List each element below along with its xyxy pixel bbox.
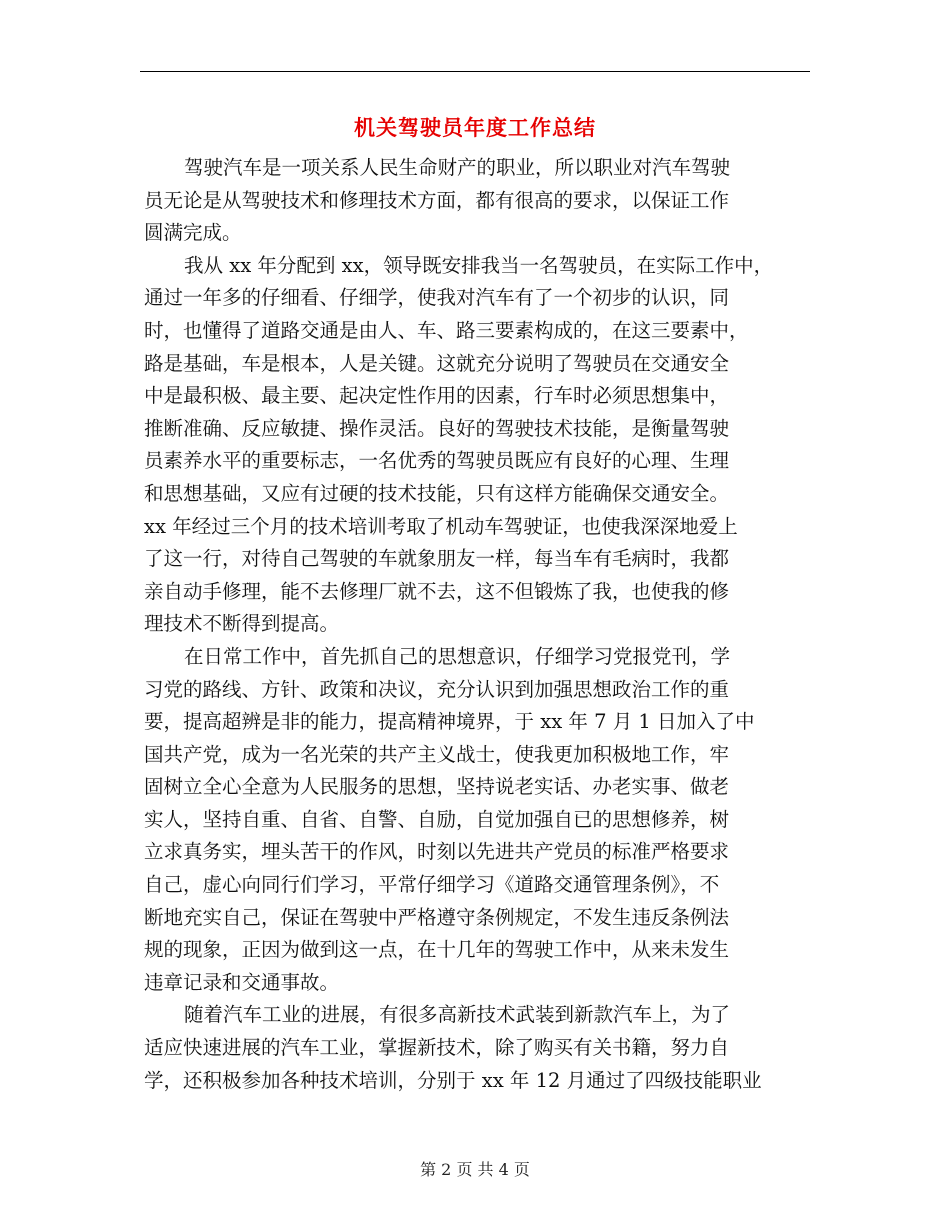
body-line: 实人，坚持自重、自省、自警、自励，自觉加强自已的思想修养，树 (144, 807, 730, 831)
body-line: 适应快速进展的汽车工业，掌握新技术，除了购买有关书籍，努力自 (144, 1036, 730, 1060)
body-line: 违章记录和交通事故。 (144, 970, 340, 994)
body-line: 驾驶汽车是一项关系人民生命财产的职业，所以职业对汽车驾驶 (184, 156, 731, 179)
body-line: 时，也懂得了道路交通是由人、车、路三要素构成的，在这三要素中， (144, 318, 749, 342)
body-line: xx 年经过三个月的技术培训考取了机动车驾驶证，也使我深深地爱上 (144, 514, 738, 538)
document-body (144, 152, 810, 1097)
body-line: 员素养水平的重要标志，一名优秀的驾驶员既应有良好的心理、生理 (144, 449, 730, 473)
body-line: 固树立全心全意为人民服务的思想，坚持说老实话、办老实事、做老 (144, 775, 730, 799)
body-line: 了这一行，对待自己驾驶的车就象朋友一样，每当车有毛病时，我都 (144, 547, 730, 571)
body-line: 国共产党，成为一名光荣的共产主义战士，使我更加积极地工作，牢 (144, 742, 730, 766)
body-line: 员无论是从驾驶技术和修理技术方面，都有很高的要求，以保证工作 (144, 188, 730, 212)
body-line: 通过一年多的仔细看、仔细学，使我对汽车有了一个初步的认识，同 (144, 286, 730, 310)
body-line: 学，还积极参加各种技术培训，分别于 xx 年 12 月通过了四级技能职业 (144, 1068, 762, 1092)
body-line: 随着汽车工业的进展，有很多高新技术武装到新款汽车上，为了 (184, 1003, 731, 1027)
body-line: 立求真务实，埋头苦干的作风，时刻以先进共产党员的标准严格要求 (144, 840, 730, 864)
body-line: 和思想基础，又应有过硬的技术技能，只有这样方能确保交通安全。 (144, 481, 730, 505)
body-line: 我从 xx 年分配到 xx，领导既安排我当一名驾驶员，在实际工作中， (184, 253, 774, 277)
body-line: 自己，虚心向同行们学习，平常仔细学习《道路交通管理条例》，不 (144, 873, 720, 897)
body-line: 要，提高超辨是非的能力，提高精神境界，于 xx 年 7 月 1 日加入了中 (144, 710, 755, 734)
header-rule (140, 71, 810, 72)
body-line: 推断准确、反应敏捷、操作灵活。良好的驾驶技术技能，是衡量驾驶 (144, 416, 730, 440)
body-line: 习党的路线、方针、政策和决议，充分认识到加强思想政治工作的重 (144, 677, 730, 701)
body-line: 断地充实自己，保证在驾驶中严格遵守条例规定，不发生违反条例法 (144, 905, 730, 929)
body-line: 路是基础，车是根本，人是关键。这就充分说明了驾驶员在交通安全 (144, 351, 730, 375)
body-line: 圆满完成。 (144, 221, 242, 245)
body-line: 在日常工作中，首先抓自己的思想意识，仔细学习党报党刊，学 (184, 644, 731, 668)
page-number-footer: 第 2 页 共 4 页 (420, 1160, 530, 1179)
document-title: 机关驾驶员年度工作总结 (354, 115, 596, 140)
body-line: 亲自动手修理，能不去修理厂就不去，这不但锻炼了我，也使我的修 (144, 579, 730, 603)
body-line: 中是最积极、最主要、起决定性作用的因素，行车时必须思想集中， (144, 384, 730, 408)
body-line: 理技术不断得到提高。 (144, 612, 340, 636)
body-line: 规的现象，正因为做到这一点，在十几年的驾驶工作中，从来未发生 (144, 938, 730, 962)
